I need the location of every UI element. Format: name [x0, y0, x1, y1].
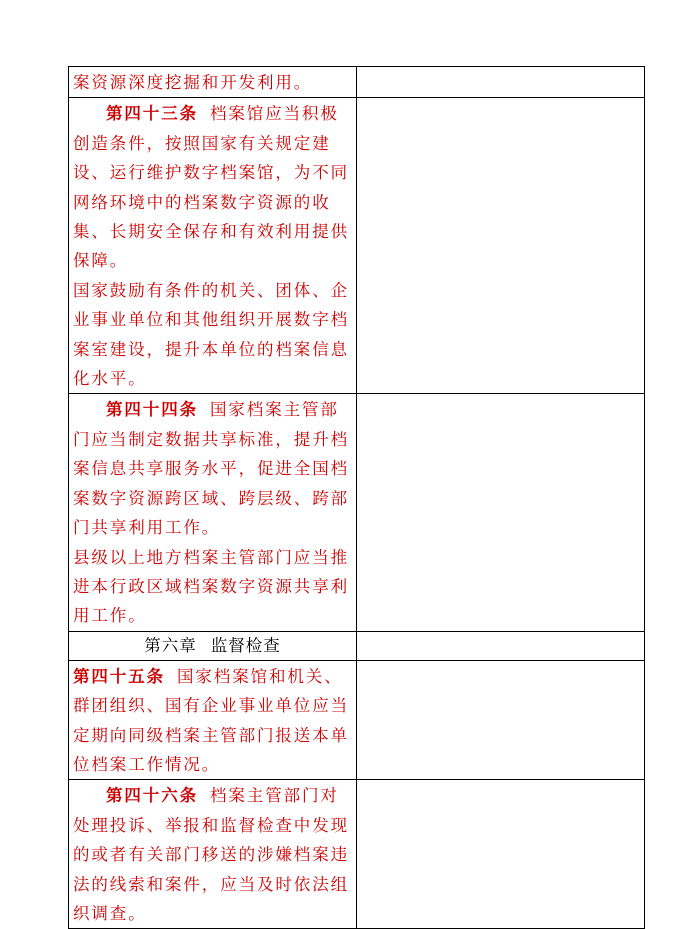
table-cell-left — [69, 67, 357, 98]
table-cell-left — [69, 780, 357, 929]
table-row — [69, 98, 645, 394]
cell-text — [69, 98, 356, 393]
article-label: 第四十四条 — [106, 400, 198, 420]
table-cell-left — [69, 98, 357, 394]
table-cell-right — [357, 631, 645, 660]
article-text: 国家档案主管部门应当制定数据共享标准，提升档案信息共享服务水平，促进全国档案数字资源跨区域、跨层级、跨部门共享利用工作。 — [73, 400, 349, 538]
article-text: 档案馆应当积极创造条件，按照国家有关规定建设、运行维护数字档案馆，为不同网络环境中的档案数字资源的收集、长期安全保存和有效利用提供保障。 — [73, 104, 349, 271]
cell-text — [69, 780, 356, 928]
article-label: 第四十三条 — [106, 104, 198, 124]
cell-text — [69, 661, 356, 780]
table-cell-right — [357, 67, 645, 98]
table-row — [69, 67, 645, 98]
table-cell-left — [69, 631, 357, 660]
table-row — [69, 660, 645, 780]
cell-text — [69, 67, 356, 97]
table-row — [69, 394, 645, 631]
table-cell-right — [357, 780, 645, 929]
chapter-heading — [69, 632, 356, 660]
paragraph: 案资源深度挖掘和开发利用。 — [73, 73, 313, 92]
article-text: 档案主管部门对处理投诉、举报和监督检查中发现的或者有关部门移送的涉嫌档案违法的线索和案件，应当及时依法组织调查。 — [73, 786, 349, 923]
paragraph: 国家鼓励有条件的机关、团体、企业事业单位和其他组织开展数字档案室建设，提升本单位的档案信息化水平。 — [73, 280, 349, 389]
table-cell-right — [357, 660, 645, 780]
chapter-number: 第六章 — [144, 635, 197, 655]
table-row — [69, 780, 645, 929]
comparison-table — [68, 66, 645, 929]
article-label: 第四十六条 — [106, 786, 198, 806]
table-row — [69, 631, 645, 660]
article-paragraph — [73, 781, 352, 928]
article-paragraph — [73, 662, 352, 780]
table-cell-left — [69, 394, 357, 631]
paragraph: 县级以上地方档案主管部门应当推进本行政区域档案数字资源共享利用工作。 — [73, 547, 349, 626]
article-paragraph — [73, 99, 352, 275]
cell-text — [69, 394, 356, 630]
article-text: 国家档案馆和机关、群团组织、国有企业事业单位应当定期向同级档案主管部门报送本单位档案工作情况。 — [73, 666, 349, 774]
article-paragraph — [73, 395, 352, 542]
table-cell-right — [357, 394, 645, 631]
table-cell-right — [357, 98, 645, 394]
article-label: 第四十五条 — [73, 666, 165, 686]
table-cell-left — [69, 660, 357, 780]
chapter-title: 监督检查 — [210, 635, 281, 655]
